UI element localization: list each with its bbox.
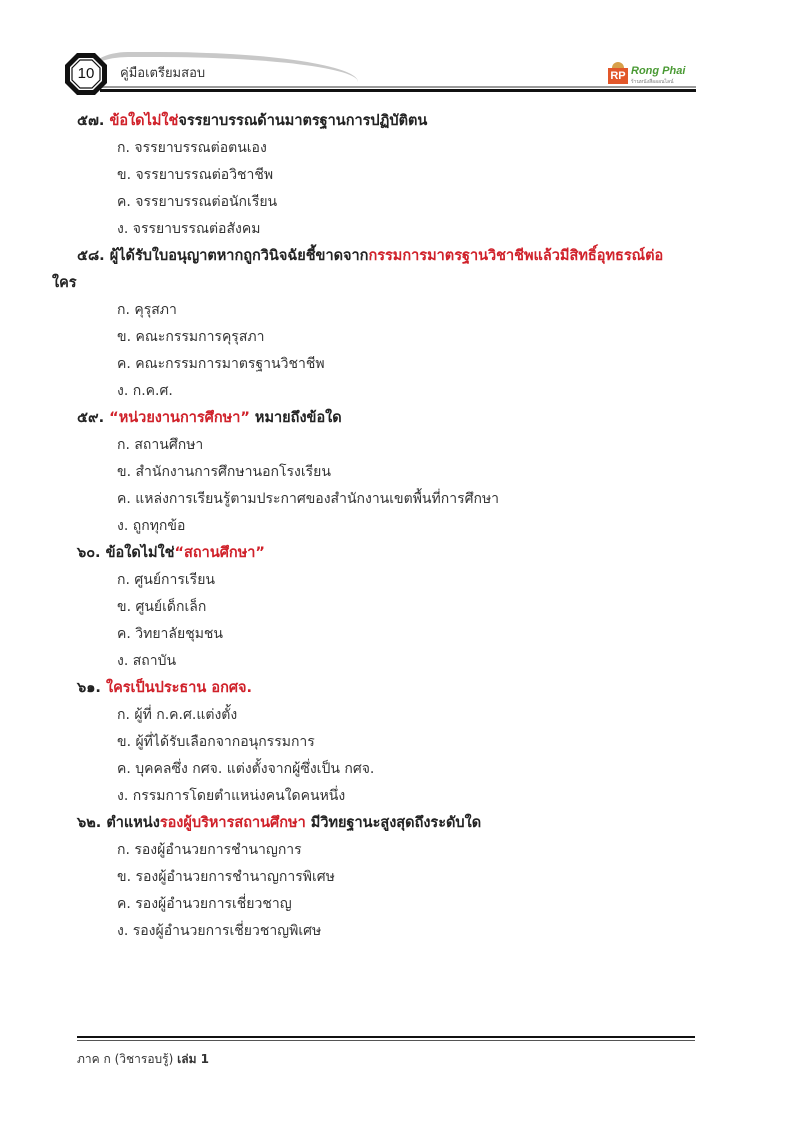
question-stem: [77, 108, 717, 135]
question-59: [77, 405, 717, 540]
footer-rule-thin: [77, 1040, 695, 1041]
question-62: [77, 810, 717, 945]
question-stem: [77, 405, 717, 432]
choice: ง. ถูกทุกข้อ: [117, 518, 186, 534]
logo-mark: RP: [608, 68, 628, 84]
question-58: [52, 243, 717, 405]
choice: ค. คณะกรรมการมาตรฐานวิชาชีพ: [117, 356, 325, 372]
choice: ง. รองผู้อำนวยการเชี่ยวชาญพิเศษ: [117, 923, 322, 939]
question-stem: [77, 243, 717, 270]
logo-name: Rong Phai: [631, 65, 686, 77]
logo-tagline: ร้านหนังสือออนไลน์: [631, 79, 674, 85]
page-number: 10: [77, 65, 95, 82]
header-title: คู่มือเตรียมสอบ: [120, 66, 206, 81]
choice: ค. จรรยาบรรณต่อนักเรียน: [117, 194, 278, 210]
question-highlight: รองผู้บริหารสถานศึกษา: [159, 815, 306, 831]
choice: ก. จรรยาบรรณต่อตนเอง: [117, 140, 267, 156]
question-text: ข้อใดไม่ใช่: [105, 545, 175, 561]
question-text: หมายถึงข้อใด: [249, 410, 342, 426]
question-highlight: “หน่วยงานการศึกษา”: [109, 410, 250, 426]
question-stem: [77, 810, 717, 837]
question-stem: [77, 675, 717, 702]
question-highlight: กรรมการมาตรฐานวิชาชีพแล้วมีสิทธิ์อุทธรณ์ต่อ: [368, 248, 664, 264]
question-stem: [77, 540, 717, 567]
choice: ข. สำนักงานการศึกษานอกโรงเรียน: [117, 464, 331, 480]
choice: ก. สถานศึกษา: [117, 437, 204, 453]
choice: ข. รองผู้อำนวยการชำนาญการพิเศษ: [117, 869, 335, 885]
choice: ง. สถาบัน: [117, 653, 177, 669]
question-text: ใคร: [52, 275, 77, 291]
question-number: ๖๒.: [77, 815, 102, 831]
question-number: ๕๘.: [77, 248, 105, 264]
choice: ค. บุคคลซึ่ง กศจ. แต่งตั้งจากผู้ซึ่งเป็น กศจ.: [117, 761, 375, 777]
page-footer: [77, 1050, 209, 1069]
choice: ข. ศูนย์เด็กเล็ก: [117, 599, 207, 615]
publisher-logo: [608, 62, 703, 86]
question-number: ๖๐.: [77, 545, 101, 561]
header-rule-thick: [100, 89, 696, 92]
choice: ค. แหล่งการเรียนรู้ตามประกาศของสำนักงานเขตพื้นที่การศึกษา: [117, 491, 500, 507]
question-highlight: ข้อใดไม่ใช่: [109, 113, 179, 129]
footer-volume: เล่ม 1: [177, 1052, 210, 1066]
question-stem-continued: [52, 270, 717, 297]
choice: ง. กรรมการโดยตำแหน่งคนใดคนหนึ่ง: [117, 788, 346, 804]
question-61: [77, 675, 717, 810]
page-header: [0, 0, 800, 100]
choice: ก. รองผู้อำนวยการชำนาญการ: [117, 842, 302, 858]
question-60: [77, 540, 717, 675]
choice: ค. รองผู้อำนวยการเชี่ยวชาญ: [117, 896, 292, 912]
choice: ก. ผู้ที่ ก.ค.ศ.แต่งตั้ง: [117, 707, 238, 723]
choice: ก. คุรุสภา: [117, 302, 177, 318]
question-highlight: ใครเป็นประธาน อกศจ.: [105, 680, 253, 696]
question-number: ๕๗.: [77, 113, 105, 129]
question-text: จรรยาบรรณด้านมาตรฐานการปฏิบัติตน: [178, 113, 428, 129]
choice: ก. ศูนย์การเรียน: [117, 572, 215, 588]
question-number: ๖๑.: [77, 680, 101, 696]
choice: ข. จรรยาบรรณต่อวิชาชีพ: [117, 167, 274, 183]
question-highlight: “สถานศึกษา”: [174, 545, 265, 561]
question-list: [52, 108, 717, 945]
choice: ข. คณะกรรมการคุรุสภา: [117, 329, 265, 345]
page-number-badge: [64, 52, 108, 96]
footer-rule-thick: [77, 1036, 695, 1038]
choice: ง. ก.ค.ศ.: [117, 383, 173, 399]
choice: ข. ผู้ที่ได้รับเลือกจากอนุกรรมการ: [117, 734, 315, 750]
header-rule-thin: [100, 86, 696, 88]
question-number: ๕๙.: [77, 410, 105, 426]
question-text: ผู้ได้รับใบอนุญาตหากถูกวินิจฉัยชี้ขาดจาก: [109, 248, 369, 264]
choice: ง. จรรยาบรรณต่อสังคม: [117, 221, 261, 237]
question-57: [77, 108, 717, 243]
footer-section: ภาค ก (วิชารอบรู้): [77, 1052, 174, 1066]
question-text: มีวิทยฐานะสูงสุดถึงระดับใด: [305, 815, 482, 831]
question-text: ตำแหน่ง: [106, 815, 160, 831]
choice: ค. วิทยาลัยชุมชน: [117, 626, 224, 642]
